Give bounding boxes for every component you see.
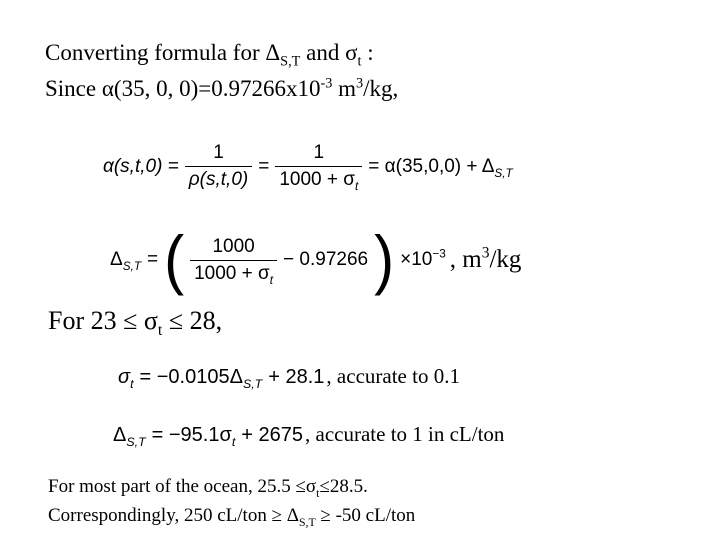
- subscript: t: [316, 486, 320, 500]
- constant-term: + 2675: [241, 424, 304, 446]
- equation-lhs: [113, 424, 146, 447]
- sigma-symbol: σ: [305, 476, 317, 497]
- range-line: [48, 306, 223, 340]
- fraction-denominator: [190, 260, 277, 285]
- footer-text: ≤28.5.: [319, 476, 368, 497]
- intro-line-1: [45, 40, 374, 70]
- subscript: S,T: [280, 53, 301, 70]
- subscript: t: [231, 435, 236, 449]
- footer-line-2: [48, 505, 415, 527]
- equation-delta: [110, 222, 522, 297]
- equation-rhs: [140, 366, 263, 389]
- rhs-text: = −95.1σ: [151, 424, 232, 446]
- fraction-numerator: 1: [213, 142, 224, 163]
- subscript: t: [357, 53, 362, 70]
- lhs-text: Δ: [113, 424, 127, 446]
- subscript: t: [130, 377, 134, 391]
- range-text: For 23 ≤: [48, 306, 144, 335]
- intro-text: (35, 0, 0)=0.97266x10: [113, 76, 321, 101]
- footer-line-1: [48, 476, 368, 498]
- subscript: t: [157, 322, 163, 340]
- equation-delta-approx: [113, 422, 504, 447]
- left-paren: (: [164, 222, 185, 297]
- denominator-text: 1000 + σ: [279, 169, 355, 190]
- unit-text: /kg: [489, 246, 522, 273]
- denominator-text: 1000 + σ: [194, 262, 270, 284]
- accuracy-note: , accurate to 1 in cL/ton: [305, 422, 505, 446]
- unit-label: [450, 246, 522, 274]
- subscript: S,T: [298, 515, 316, 529]
- fraction-sigma: [275, 142, 362, 191]
- range-text: ≤ 28,: [162, 306, 223, 335]
- equals-sign: =: [258, 155, 270, 177]
- equation-rhs: [152, 424, 236, 447]
- footer-text: For most part of the ocean, 25.5 ≤: [48, 476, 306, 497]
- footer-text: Correspondingly, 250 cL/ton ≥ Δ: [48, 505, 299, 526]
- constant-term: + 28.1: [268, 366, 325, 388]
- intro-line-2: [45, 76, 398, 102]
- intro-text: Converting formula for: [45, 40, 266, 65]
- equation-lhs: [110, 249, 141, 271]
- rhs-text: = −0.0105Δ: [139, 366, 243, 388]
- subscript: S,T: [494, 166, 513, 180]
- intro-text: /kg,: [363, 76, 399, 101]
- sigma-symbol: σ: [143, 306, 158, 335]
- intro-text: :: [361, 40, 374, 65]
- fraction-numerator: 1000: [212, 235, 255, 257]
- equation-sigma-approx: [118, 364, 460, 389]
- lhs-text: Δ: [110, 249, 123, 270]
- accuracy-note: , accurate to 0.1: [326, 364, 460, 388]
- equation-rhs: [368, 156, 512, 178]
- fraction-inverse-density: [185, 142, 252, 191]
- alpha-symbol: α: [101, 76, 114, 101]
- subscript: t: [355, 179, 359, 193]
- rhs-text: = α(35,0,0) + Δ: [368, 155, 495, 177]
- subscript: t: [269, 273, 274, 287]
- superscript: 3: [481, 244, 490, 262]
- equation-alpha: [103, 142, 513, 191]
- superscript: 3: [355, 75, 364, 92]
- footer-text: ≥ -50 cL/ton: [315, 505, 416, 526]
- intro-text: and: [300, 40, 346, 65]
- fraction-denominator: ρ(s,t,0): [185, 166, 252, 191]
- intro-text: m: [332, 76, 356, 101]
- superscript: −3: [432, 247, 446, 261]
- equation-lhs: α(s,t,0) =: [103, 155, 179, 177]
- equals-sign: =: [147, 249, 159, 270]
- minus-term: − 0.97266: [283, 249, 369, 270]
- fraction-denominator: [275, 166, 362, 191]
- right-paren: ): [374, 222, 395, 297]
- fraction-delta: [190, 236, 277, 285]
- fraction-numerator: 1: [313, 142, 325, 163]
- times-text: ×10: [400, 249, 433, 270]
- lhs-text: σ: [118, 366, 131, 388]
- subscript: S,T: [126, 435, 146, 449]
- subscript: S,T: [242, 377, 263, 391]
- equation-lhs: [118, 366, 134, 389]
- delta-symbol: Δ: [265, 40, 281, 65]
- subscript: S,T: [122, 259, 142, 273]
- sigma-symbol: σ: [345, 40, 358, 65]
- superscript: -3: [320, 75, 333, 92]
- times-term: [400, 249, 446, 271]
- intro-text: Since: [45, 76, 102, 101]
- unit-text: , m: [449, 246, 482, 273]
